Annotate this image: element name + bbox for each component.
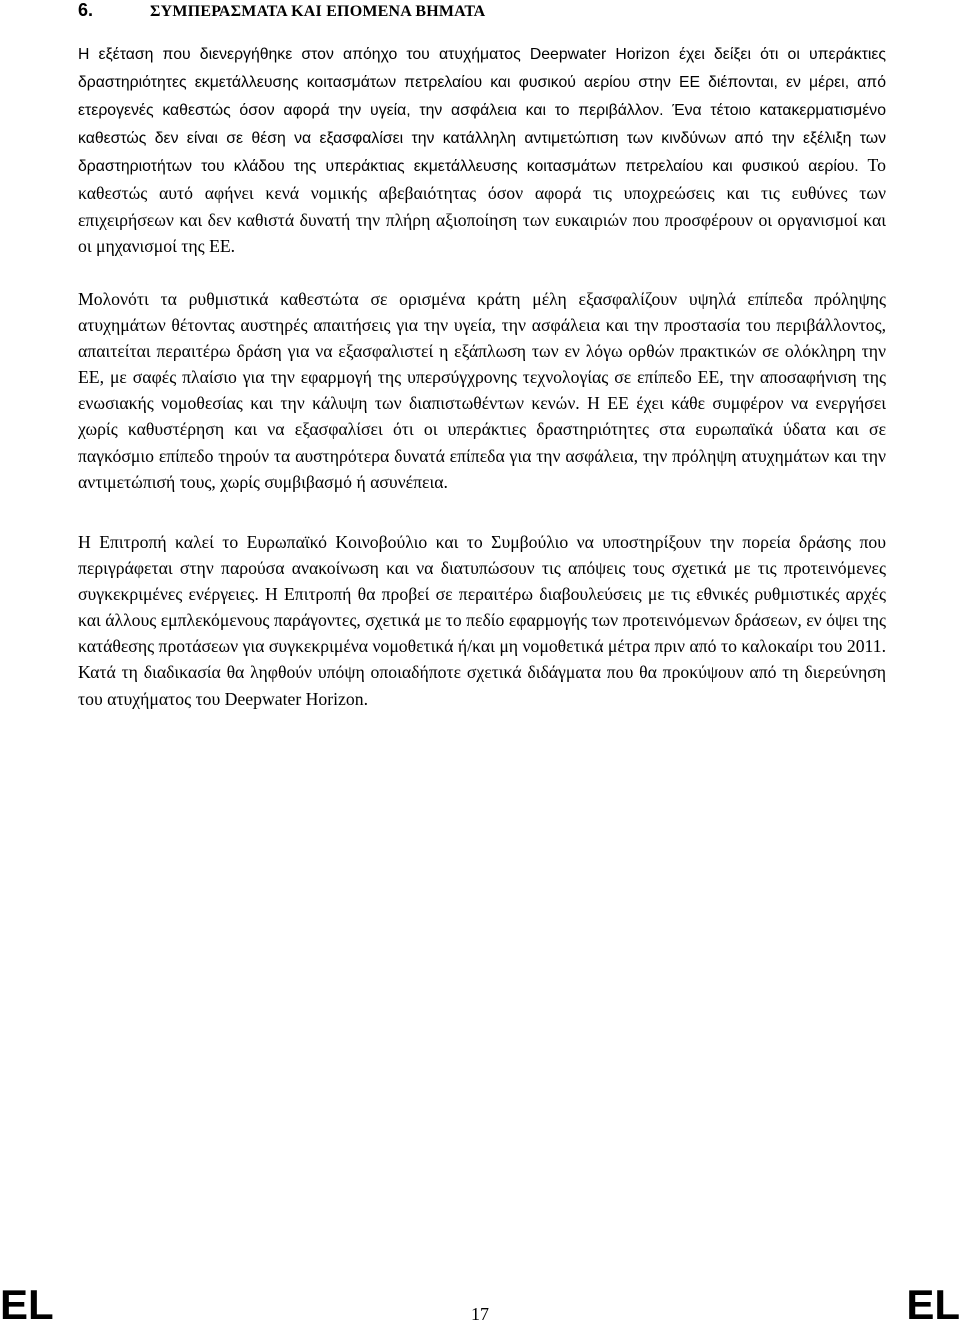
footer-language-left: EL [0,1281,54,1328]
footer-language-right: EL [906,1281,960,1328]
paragraph-3 [78,529,886,712]
paragraph-1-part-a: Η εξέταση που διενεργήθηκε στον απόηχο του ατυχήματος Deepwater Horizon έχει δείξει ότι οι υπεράκτιες δραστηριότητες εκμετάλλευσης κοιτασμάτων πετρελαίου και φυσικού αερίου στην ΕΕ διέπονται, εν μέρει, από ετερογενές καθεστώς όσον αφορά την υγεία, την ασφάλεια και το περιβάλλον. Ένα τέτοιο κατακερματισμένο καθεστώς δεν είναι σε θέση να εξασφαλίσει την κατάλληλη αντιμετώπιση των κινδύνων από την εξέλιξη των δραστηριοτήτων του κλάδου της υπεράκτιας εκμετάλλευσης κοιτασμάτων πετρελαίου και φυσικού αερίου. [78,46,886,176]
paragraph-1 [78,40,886,259]
section-title: ΣΥΜΠΕΡΑΣΜΑΤΑ ΚΑΙ ΕΠΟΜΕΝΑ ΒΗΜΑΤΑ [150,3,486,20]
paragraph-2 [78,286,886,495]
section-heading [78,0,880,24]
paragraph-2-part-a: Μολονότι τα ρυθμιστικά καθεστώτα σε ορισμένα κράτη μέλη εξασφαλίζουν υψηλά επίπεδα πρόληψης ατυχημάτων θέτοντας αυστηρές απαιτήσεις για την υγεία, την ασφάλεια και την προστασία του περιβάλλοντος, απαιτείται περαιτέρω δράση για να εξασφαλιστεί η εξάπλωση των εν λόγω ορθών πρακτικών σε ολόκληρη την ΕΕ, με σαφές πλαίσιο για την εφαρμογή της υπερσύγχρονης τεχνολογίας σε επίπεδο ΕΕ, την αποσαφήνιση της ενωσιακής νομοθεσίας και την κάλυψη των διαπιστωθέντων κενών. [78,289,886,414]
paragraph-3-text: Η Επιτροπή καλεί το Ευρωπαϊκό Κοινοβούλιο και το Συμβούλιο να υποστηρίξουν την πορεία δράσης που περιγράφεται στην παρούσα ανακοίνωση και να διατυπώσουν τις απόψεις τους σχετικά με τις προτεινόμενες συγκεκριμένες ενέργειες. Η Επιτροπή θα προβεί σε περαιτέρω διαβουλεύσεις με τις εθνικές ρυθμιστικές αρχές και άλλους εμπλεκόμενους παράγοντες, σχετικά με το πεδίο εφαρμογής των προτεινόμενων δράσεων, εν όψει της κατάθεσης προτάσεων για συγκεκριμένα νομοθετικά ή/και μη νομοθετικά μέτρα πριν από το καλοκαίρι του 2011. Κατά τη διαδικασία θα ληφθούν υπόψη οποιαδήποτε σχετικά διδάγματα που θα προκύψουν από τη διερεύνηση του ατυχήματος του Deepwater Horizon. [78,532,886,709]
paragraph-1-part-b: Το καθεστώς αυτό αφήνει κενά νομικής αβεβαιότητας όσον αφορά τις υποχρεώσεις και τις ευθύνες των επιχειρήσεων και δεν καθιστά δυνατή την πλήρη αξιοποίηση των ευκαιριών που προσφέρουν οι οργανισμοί και οι μηχανισμοί της ΕΕ. [78,155,886,256]
section-number: 6. [78,0,94,20]
paragraph-2-part-b: Η ΕΕ έχει κάθε συμφέρον να ενεργήσει χωρίς καθυστέρηση και να εξασφαλίσει ότι οι υπεράκτιες δραστηριότητες στα ευρωπαϊκά ύδατα και σε παγκόσμιο επίπεδο τηρούν τα αυστηρότερα δυνατά επίπεδα για την ασφάλεια, την πρόληψη ατυχημάτων και την αντιμετώπισή τους, χωρίς συμβιβασμό ή ασυνέπεια. [78,393,886,492]
page-number: 17 [471,1304,489,1324]
